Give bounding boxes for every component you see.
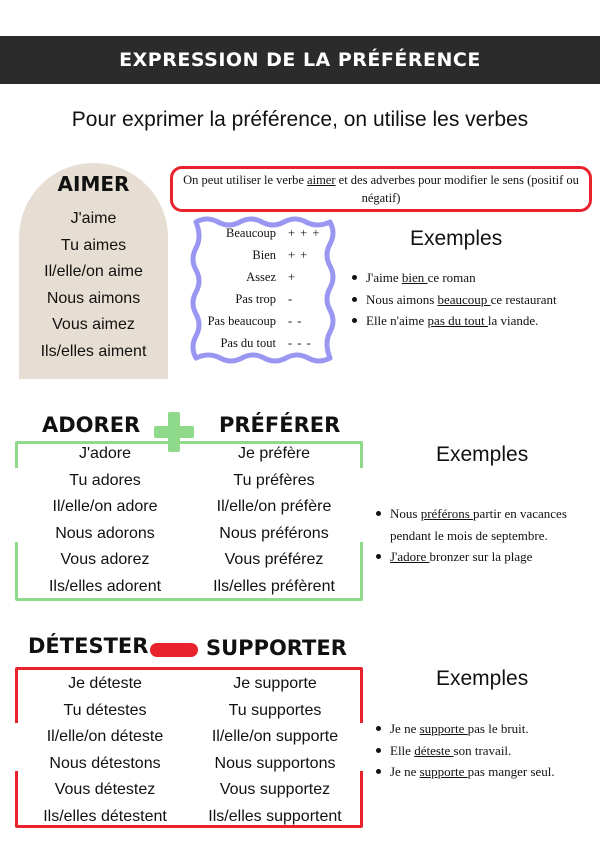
adverb-scale-marks: + — [288, 270, 297, 284]
conjugation-item: Tu préfères — [233, 471, 315, 489]
frame-gap — [358, 468, 366, 542]
examples-list — [374, 718, 596, 783]
preferer-title: PRÉFÉRER — [219, 413, 341, 437]
example-highlight: pas du tout — [427, 313, 488, 328]
minus-icon — [150, 643, 198, 657]
example-text: son travail. — [453, 742, 512, 758]
example-text: ce roman — [427, 270, 476, 285]
adverb-row — [190, 332, 330, 354]
example-text: la viande. — [487, 313, 539, 328]
example-text: pas le bruit. — [467, 721, 529, 736]
example-text: partir en vacances pendant le mois de septembre. — [390, 506, 567, 543]
example-text: Nous aimons — [366, 291, 438, 307]
example-item — [350, 289, 595, 311]
adverb-word: Assez — [246, 270, 276, 284]
example-highlight: supporte — [419, 721, 468, 736]
example-highlight: préférons — [420, 506, 474, 521]
supporter-conjugation — [190, 671, 360, 830]
adverb-row — [190, 288, 330, 310]
note-text: et des adverbes pour modifier le sens (positif ou négatif) — [335, 173, 579, 205]
example-text: Elle — [390, 742, 415, 758]
adverb-word: Pas du tout — [220, 336, 276, 350]
example-text: J'aime — [366, 270, 402, 285]
adverb-row — [190, 310, 330, 332]
page-banner — [0, 36, 600, 84]
example-item — [374, 546, 596, 568]
conjugation-item: Vous préférez — [224, 551, 324, 568]
aimer-note — [170, 166, 592, 212]
adverb-scale-marks: - — [288, 292, 294, 306]
conjugation-item: Il/elle/on adore — [52, 498, 158, 515]
examples-heading: Exemples — [436, 443, 529, 466]
plus-icon-bar — [154, 426, 194, 438]
conjugation-item: Il/elle/on aime — [44, 263, 143, 280]
conjugation-item: Vous supportez — [219, 781, 331, 798]
examples-list — [350, 267, 595, 332]
example-item — [374, 761, 596, 783]
conjugation-item: Vous adorez — [60, 551, 150, 568]
example-text: pas manger seul. — [467, 764, 555, 779]
conjugation-item: Je déteste — [68, 675, 142, 692]
adverb-scale — [190, 222, 330, 354]
conjugation-item: Tu aimes — [60, 236, 127, 254]
example-text: Elle n'aime — [366, 313, 428, 328]
conjugation-item: J'adore — [79, 445, 131, 462]
adverb-row — [190, 266, 330, 288]
example-highlight: J'adore — [390, 549, 430, 564]
example-item — [374, 718, 596, 740]
supporter-title: SUPPORTER — [206, 636, 347, 660]
example-text: Je ne — [390, 721, 420, 736]
conjugation-item: Il/elle/on préfère — [216, 498, 332, 515]
example-item — [350, 267, 595, 289]
adorer-conjugation — [20, 441, 190, 600]
note-keyword: aimer — [307, 173, 336, 187]
conjugation-item: Nous aimons — [46, 289, 141, 307]
example-highlight: beaucoup — [437, 291, 491, 307]
example-text: bronzer sur la plage — [429, 549, 533, 564]
adverb-word: Beaucoup — [226, 226, 276, 240]
example-text: Nous — [390, 506, 421, 521]
examples-heading: Exemples — [410, 227, 503, 250]
conjugation-item: J'aime — [70, 210, 117, 227]
adverb-scale-marks: + + + — [288, 226, 321, 240]
conjugation-item: Ils/elles préfèrent — [213, 577, 335, 595]
detester-title: DÉTESTER — [28, 634, 149, 658]
aimer-conjugation — [19, 206, 168, 365]
example-highlight: supporte — [419, 764, 468, 779]
adverb-word: Pas beaucoup — [207, 314, 276, 328]
example-highlight: déteste — [414, 742, 454, 758]
adverb-word: Bien — [252, 248, 276, 262]
conjugation-item: Nous détestons — [49, 754, 161, 772]
intro-text: Pour exprimer la préférence, on utilise les verbes — [71, 108, 529, 131]
adverb-scale-marks: + + — [288, 248, 309, 262]
adorer-title: ADORER — [42, 413, 141, 437]
frame-gap — [12, 468, 20, 542]
adverb-row — [190, 222, 330, 244]
adverb-scale-marks: - - — [288, 314, 303, 328]
example-highlight: bien — [401, 270, 428, 285]
conjugation-item: Tu adores — [69, 471, 141, 489]
adverb-row — [190, 244, 330, 266]
conjugation-item: Ils/elles adorent — [48, 577, 162, 595]
conjugation-item: Nous supportons — [214, 754, 336, 772]
conjugation-item: Nous préférons — [219, 524, 329, 542]
conjugation-item: Il/elle/on supporte — [211, 728, 339, 745]
conjugation-item: Vous aimez — [52, 316, 135, 333]
example-text: Je ne — [390, 764, 420, 779]
example-item — [374, 503, 596, 546]
conjugation-item: Tu supportes — [228, 701, 322, 719]
detester-conjugation — [18, 671, 192, 830]
conjugation-item: Nous adorons — [55, 524, 155, 542]
conjugation-item: Je supporte — [233, 675, 317, 692]
conjugation-item: Il/elle/on déteste — [46, 728, 164, 745]
aimer-title: AIMER — [57, 172, 130, 196]
page-title: EXPRESSION DE LA PRÉFÉRENCE — [119, 49, 481, 71]
conjugation-item: Je préfère — [237, 445, 311, 462]
examples-heading: Exemples — [436, 667, 529, 690]
conjugation-item: Ils/elles aiment — [40, 342, 147, 360]
adverb-scale-marks: - - - — [288, 336, 312, 350]
preferer-conjugation — [190, 441, 358, 600]
example-item — [350, 310, 595, 332]
adverb-word: Pas trop — [235, 292, 276, 306]
example-text: ce restaurant — [490, 291, 557, 307]
conjugation-item: Ils/elles détestent — [43, 807, 167, 825]
examples-list — [374, 503, 596, 568]
conjugation-item: Tu détestes — [63, 701, 147, 719]
conjugation-item: Ils/elles supportent — [208, 807, 342, 825]
example-item — [374, 740, 596, 762]
note-text: On peut utiliser le verbe — [183, 173, 308, 187]
conjugation-item: Vous détestez — [54, 781, 156, 798]
